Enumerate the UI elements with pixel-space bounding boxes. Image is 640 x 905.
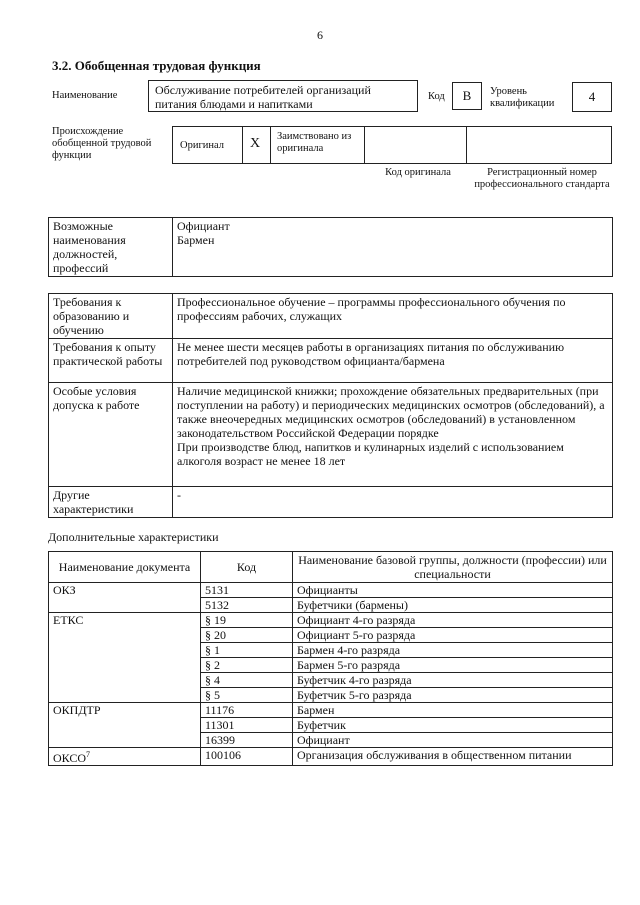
col-header-doc: Наименование документа: [49, 552, 201, 583]
table-cell-name: Буфетчики (бармены): [293, 598, 613, 613]
function-name-box: [148, 80, 418, 112]
borrowed-label: Заимствовано из оригинала: [277, 131, 352, 154]
table-cell-name: Организация обслуживания в общественном питании: [293, 748, 613, 766]
table-cell-code: § 5: [201, 688, 293, 703]
code-label: Код: [428, 91, 445, 102]
positions-label: Возможные наименования должностей, профессий: [49, 218, 173, 277]
page-number: 6: [317, 28, 323, 42]
reg-number-caption: Регистрационный номер профессионального стандарта: [474, 167, 610, 190]
table-cell-name: Бармен: [293, 703, 613, 718]
req-special-value: [173, 383, 613, 487]
original-mark: X: [250, 136, 261, 151]
table-cell-code: 100106: [201, 748, 293, 766]
req-education-label: Требования к образованию и обучению: [49, 294, 173, 339]
position-item: Официант: [177, 219, 230, 233]
origin-divider-1: [242, 126, 243, 164]
col-header-name: Наименование базовой группы, должности (профессии) или специальности: [293, 552, 613, 583]
doc-okz: ОКЗ: [49, 583, 201, 613]
additional-title: Дополнительные характеристики: [48, 530, 219, 544]
table-cell-code: 11301: [201, 718, 293, 733]
table-cell-name: Официант 4-го разряда: [293, 613, 613, 628]
origin-divider-2: [270, 126, 271, 164]
req-special-text-2: При производстве блюд, напитков и кулинарных изделий с использованием алкоголя возраст не менее 18 лет: [177, 440, 564, 468]
positions-values: [173, 218, 613, 277]
level-label: Уровень квалификации: [490, 86, 555, 109]
table-cell-name: Официант 5-го разряда: [293, 628, 613, 643]
req-experience-value: Не менее шести месяцев работы в организациях питания по обслуживанию потребителей под руководством официанта/бармена: [173, 339, 613, 383]
table-cell-name: Бармен 4-го разряда: [293, 643, 613, 658]
level-value-box: [572, 82, 612, 112]
table-cell-name: Буфетчик 5-го разряда: [293, 688, 613, 703]
req-education-value: Профессиональное обучение – программы профессионального обучения по профессиям рабочих, служащих: [173, 294, 613, 339]
code-value-box: [452, 82, 482, 110]
req-other-label: Другие характеристики: [49, 487, 173, 518]
doc-okso: [49, 748, 201, 766]
doc-okpdtr: ОКПДТР: [49, 703, 201, 748]
table-cell-code: § 19: [201, 613, 293, 628]
req-other-value: -: [173, 487, 613, 518]
level-value: 4: [588, 89, 596, 104]
original-label: Оригинал: [180, 140, 224, 151]
section-title: 3.2. Обобщенная трудовая функция: [52, 58, 261, 73]
origin-box: [172, 126, 612, 164]
table-cell-code: § 4: [201, 673, 293, 688]
additional-table: [48, 551, 613, 766]
req-experience-label: Требования к опыту практической работы: [49, 339, 173, 383]
table-cell-name: Буфетчик 4-го разряда: [293, 673, 613, 688]
positions-table: [48, 217, 613, 277]
req-special-label: Особые условия допуска к работе: [49, 383, 173, 487]
req-special-text-1: Наличие медицинской книжки; прохождение обязательных предварительных (при поступлении на работу) и периодических медицинских осмотров (обследований), а также внеочередных медицинских осмотров (обследований) в установленном законодательством Российской Федерации порядке: [177, 384, 605, 440]
table-cell-name: Буфетчик: [293, 718, 613, 733]
code-value: B: [462, 88, 472, 103]
name-label: Наименование: [52, 90, 118, 101]
table-cell-code: § 1: [201, 643, 293, 658]
function-name-value: Обслуживание потребителей организаций питания блюдами и напитками: [155, 83, 371, 111]
table-cell-code: § 2: [201, 658, 293, 673]
table-cell-code: 5132: [201, 598, 293, 613]
origin-divider-4: [466, 126, 467, 164]
col-header-code: Код: [201, 552, 293, 583]
code-original-caption: Код оригинала: [385, 167, 451, 178]
table-cell-code: § 20: [201, 628, 293, 643]
requirements-table: [48, 293, 613, 518]
position-item: Бармен: [177, 233, 215, 247]
table-cell-code: 5131: [201, 583, 293, 598]
table-cell-name: Бармен 5-го разряда: [293, 658, 613, 673]
footnote-mark: 7: [86, 750, 91, 759]
table-cell-code: 11176: [201, 703, 293, 718]
doc-etks: ЕТКС: [49, 613, 201, 703]
table-cell-name: Официанты: [293, 583, 613, 598]
origin-label: Происхождение обобщенной трудовой функции: [52, 126, 152, 161]
table-cell-code: 16399: [201, 733, 293, 748]
table-cell-name: Официант: [293, 733, 613, 748]
doc-okso-label: ОКСО: [53, 751, 87, 765]
origin-divider-3: [364, 126, 365, 164]
